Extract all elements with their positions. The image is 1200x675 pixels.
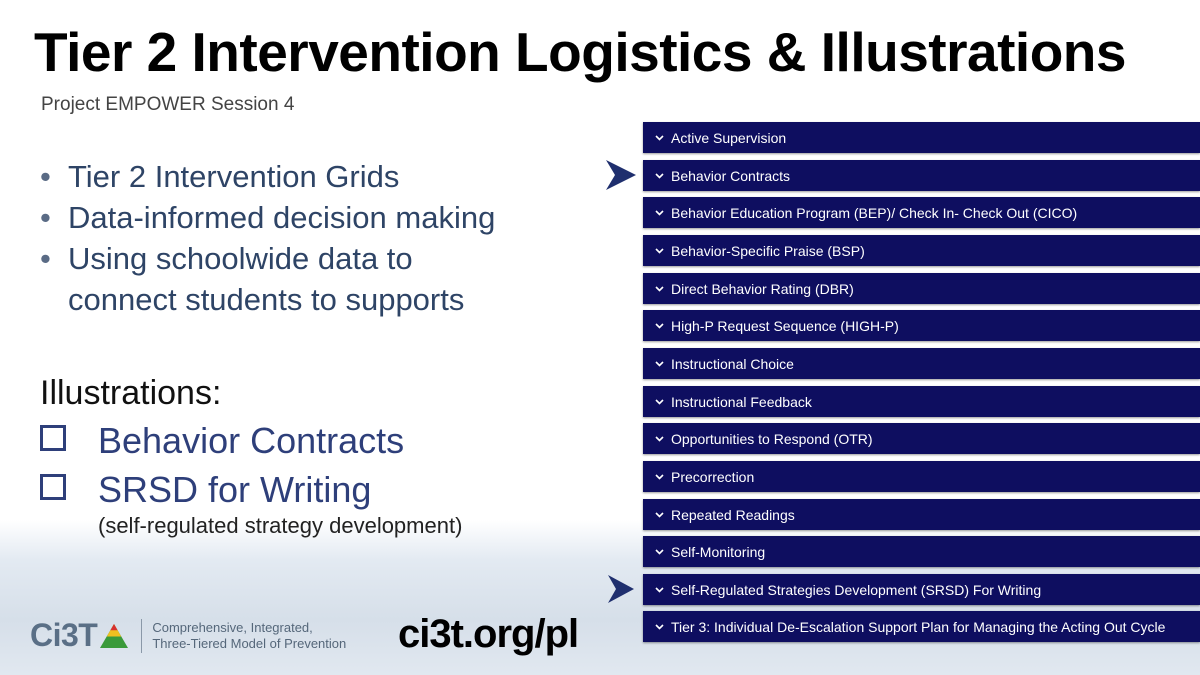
pointer-arrow-icon bbox=[604, 158, 638, 192]
accordion-item-precorrection[interactable] bbox=[643, 461, 1200, 492]
accordion-item-label: Active Supervision bbox=[671, 129, 787, 146]
chevron-down-icon bbox=[655, 361, 671, 367]
accordion-item-label: Self-Monitoring bbox=[671, 543, 766, 560]
accordion-item-label: Behavior Education Program (BEP)/ Check In- Check Out (CICO) bbox=[671, 204, 1078, 221]
accordion-item-label: Instructional Choice bbox=[671, 355, 794, 372]
pointer-arrow-icon bbox=[606, 573, 636, 605]
accordion-item-repeated-readings[interactable] bbox=[643, 499, 1200, 530]
illustration-label: SRSD for Writing bbox=[98, 469, 372, 510]
chevron-down-icon bbox=[655, 549, 671, 555]
bullet-text: connect students to supports bbox=[68, 282, 465, 317]
accordion-item-label: Repeated Readings bbox=[671, 506, 795, 523]
chevron-down-icon bbox=[655, 173, 671, 179]
accordion-item-instructional-feedback[interactable] bbox=[643, 386, 1200, 417]
bullet-dot-icon: • bbox=[40, 241, 51, 276]
chevron-down-icon bbox=[655, 512, 671, 518]
logo-description-line: Three-Tiered Model of Prevention bbox=[152, 635, 347, 651]
accordion-item-label: Behavior Contracts bbox=[671, 167, 791, 184]
footer-url: ci3t.org/pl bbox=[398, 612, 579, 656]
accordion-item-instructional-choice[interactable] bbox=[643, 348, 1200, 379]
intervention-accordion bbox=[643, 0, 1200, 675]
accordion-item-high-p-request-sequence-high-p[interactable] bbox=[643, 310, 1200, 341]
accordion-item-label: Instructional Feedback bbox=[671, 393, 812, 410]
logo-triangle-icon bbox=[99, 623, 129, 649]
accordion-item-label: Precorrection bbox=[671, 468, 755, 485]
bullet-dot-icon: • bbox=[40, 159, 51, 194]
bullet-text: Using schoolwide data to bbox=[68, 241, 413, 276]
accordion-item-label: Opportunities to Respond (OTR) bbox=[671, 430, 873, 447]
bullet-text: Data-informed decision making bbox=[68, 200, 496, 235]
bullet-text: Tier 2 Intervention Grids bbox=[68, 159, 400, 194]
accordion-item-self-regulated-strategies-development-srsd-for-writing[interactable] bbox=[643, 574, 1200, 605]
checkbox-square-icon bbox=[40, 474, 66, 500]
accordion-item-direct-behavior-rating-dbr[interactable] bbox=[643, 273, 1200, 304]
illustration-note: (self-regulated strategy development) bbox=[98, 513, 463, 538]
accordion-item-behavior-contracts[interactable] bbox=[643, 160, 1200, 191]
slide-title: Tier 2 Intervention Logistics & Illustrations bbox=[34, 21, 1126, 83]
accordion-item-label: Tier 3: Individual De-Escalation Support Plan for Managing the Acting Out Cycle bbox=[671, 618, 1166, 635]
chevron-down-icon bbox=[655, 248, 671, 254]
logo-description bbox=[152, 620, 346, 652]
chevron-down-icon bbox=[655, 286, 671, 292]
slide-subtitle: Project EMPOWER Session 4 bbox=[41, 94, 295, 115]
accordion-item-opportunities-to-respond-otr[interactable] bbox=[643, 423, 1200, 454]
accordion-item-self-monitoring[interactable] bbox=[643, 536, 1200, 567]
accordion-item-label: Behavior-Specific Praise (BSP) bbox=[671, 242, 865, 259]
chevron-down-icon bbox=[655, 474, 671, 480]
illustration-item-srsd bbox=[40, 469, 371, 511]
accordion-item-behavior-specific-praise-bsp[interactable] bbox=[643, 235, 1200, 266]
illustration-item-behavior-contracts bbox=[40, 420, 404, 462]
ci3t-logo bbox=[30, 617, 346, 654]
logo-text: Ci3T bbox=[30, 617, 98, 653]
accordion-item-tier-3-individual-de-escalation-support-plan-for-managing-the-acting-out-cycle[interactable] bbox=[643, 611, 1200, 642]
chevron-down-icon bbox=[655, 323, 671, 329]
checkbox-square-icon bbox=[40, 425, 66, 451]
bullet-item-continuation bbox=[40, 279, 495, 320]
bullet-item bbox=[40, 156, 495, 197]
chevron-down-icon bbox=[655, 624, 671, 630]
chevron-down-icon bbox=[655, 135, 671, 141]
accordion-item-label: Direct Behavior Rating (DBR) bbox=[671, 280, 854, 297]
accordion-item-label: Self-Regulated Strategies Development (SRSD) For Writing bbox=[671, 581, 1042, 598]
accordion-item-label: High-P Request Sequence (HIGH-P) bbox=[671, 317, 899, 334]
accordion-item-behavior-education-program-bep-check-in-check-out-cico[interactable] bbox=[643, 197, 1200, 228]
bullet-list bbox=[40, 156, 495, 320]
chevron-down-icon bbox=[655, 399, 671, 405]
bullet-item bbox=[40, 197, 495, 238]
logo-description-line: Comprehensive, Integrated, bbox=[152, 619, 313, 635]
chevron-down-icon bbox=[655, 210, 671, 216]
logo-divider bbox=[141, 619, 142, 653]
bullet-dot-icon: • bbox=[40, 200, 51, 235]
illustrations-heading: Illustrations: bbox=[40, 374, 222, 412]
illustration-label: Behavior Contracts bbox=[98, 420, 405, 461]
chevron-down-icon bbox=[655, 436, 671, 442]
chevron-down-icon bbox=[655, 587, 671, 593]
accordion-item-active-supervision[interactable] bbox=[643, 122, 1200, 153]
bullet-item bbox=[40, 238, 495, 279]
